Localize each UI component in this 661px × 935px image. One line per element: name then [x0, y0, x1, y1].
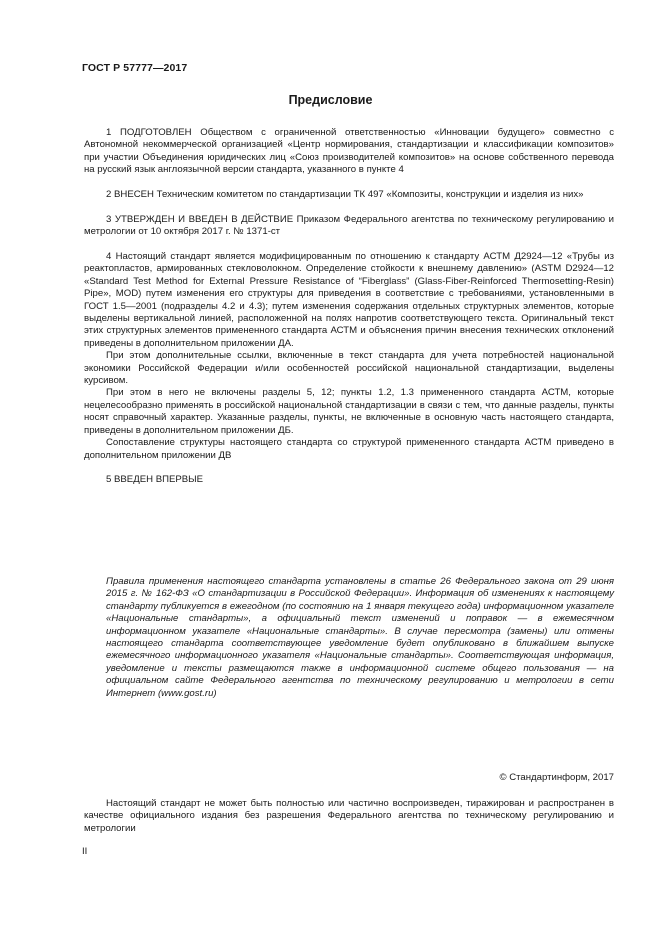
preface-body [84, 127, 614, 499]
copyright: © Стандартинформ, 2017 [499, 772, 614, 783]
page-number: II [82, 846, 88, 857]
standard-id-header: ГОСТ Р 57777—2017 [82, 62, 188, 74]
paragraph-additional-refs: При этом дополнительные ссылки, включенные в текст стандарта для учета потребностей национальной экономики Российской Федерации и/или особенностей российской национальной стандартизации, выделены курсивом. [84, 350, 614, 387]
page-title: Предисловие [288, 93, 373, 107]
paragraph-structure-comparison: Сопоставление структуры настоящего стандарта со структурой примененного стандарта АСТМ приведено в дополнительном приложении ДВ [84, 437, 614, 461]
paragraph-first-introduced: 5 ВВЕДЕН ВПЕРВЫЕ [106, 474, 204, 486]
paragraph-modified-standard: 4 Настоящий стандарт является модифицированным по отношению к стандарту АСТМ Д2924—12 «Трубы из реактопластов, армированных стекловолокном. Определение стойкости к внешнему давлению» (ASTM D2924—12 «Standard Test Method for External Pressure Resistance of “Fiberglass” (Glass-Fiber-Reinforced Thermosetting-Resin) Pipe», MOD) путем изменения его структуры для приведения в соответствие с требованиями, установленными в ГОСТ 1.5—2001 (подразделы 4.2 и 4.3); путем изменения содержания отдельных структурных элементов, которые выделены вертикальной линией, расположенной на полях напротив соответствующего текста. Оригинальный текст этих структурных элементов примененного стандарта АСТМ и объяснения причин внесения технических отклонений приведены в дополнительном приложении ДА. [84, 251, 614, 349]
paragraph-introduced-by: 2 ВНЕСЕН Техническим комитетом по стандартизации ТК 497 «Композиты, конструкции и изделия из них» [106, 189, 584, 201]
application-rules-note: Правила применения настоящего стандарта установлены в статье 26 Федерального закона от 29 июня 2015 г. № 162-ФЗ «О стандартизации в Российской Федерации». Информация об изменениях к настоящему стандарту публикуется в ежегодном (по состоянию на 1 января текущего года) информационном указателе «Национальные стандарты», а официальный текст изменений и поправок — в ежемесячном информационном указателе «Национальные стандарты». В случае пересмотра (замены) или отмены настоящего стандарта соответствующее уведомление будет опубликовано в ближайшем выпуске ежемесячного информационного указателя «Национальные стандарты». Соответствующая информация, уведомление и тексты размещаются также в информационной системе общего пользования — на официальном сайте Федерального агентства по техническому регулированию и метрологии в сети Интернет (www.gost.ru) [106, 576, 614, 699]
paragraph-prepared: 1 ПОДГОТОВЛЕН Обществом с ограниченной ответственностью «Инновации будущего» совместно с Автономной некоммерческой организацией «Центр нормирования, стандартизации и классификации композитов» при участии Объединения юридических лиц «Союз производителей композитов» на основе собственного перевода на русский язык англоязычной версии стандарта, указанного в пункте 4 [84, 127, 614, 176]
paragraph-approved: 3 УТВЕРЖДЕН И ВВЕДЕН В ДЕЙСТВИЕ Приказом Федерального агентства по техническому регулированию и метрологии от 10 октября 2017 г. № 1371-ст [84, 213, 614, 238]
paragraph-excluded-sections: При этом в него не включены разделы 5, 12; пункты 1.2, 1.3 примененного стандарта АСТМ, которые нецелесообразно применять в российской национальной стандартизации в связи с тем, что данные разделы, пункты носят справочный характер. Указанные разделы, пункты, не включенные в основную часть настоящего стандарта, приведены в дополнительном приложении ДБ. [84, 387, 614, 436]
reproduction-notice: Настоящий стандарт не может быть полностью или частично воспроизведен, тиражирован и распространен в качестве официального издания без разрешения Федерального агентства по техническому регулированию и метрологии [84, 798, 614, 834]
